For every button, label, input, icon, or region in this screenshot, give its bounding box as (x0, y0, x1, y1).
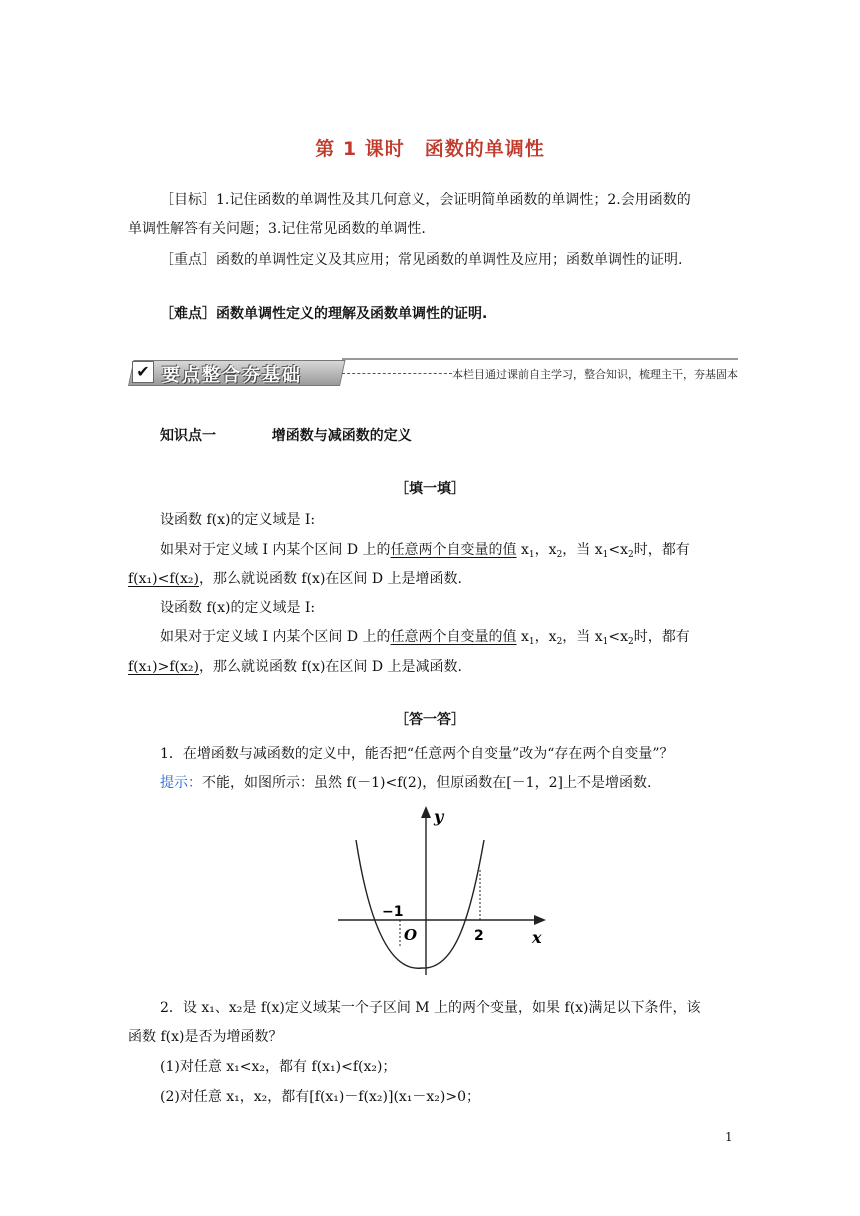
tick-label-neg1: −1 (382, 904, 404, 920)
tick-label-2: 2 (474, 928, 484, 944)
condition-1: (1)对任意 x₁<x₂，都有 f(x₁)<f(x₂)； (160, 1059, 397, 1075)
text-span: ，那么就说函数 f(x)在区间 D 上是增函数. (198, 571, 462, 587)
parabola-curve (356, 840, 484, 968)
subscript: 2 (628, 637, 634, 647)
x-axis-label: x (532, 928, 542, 947)
subscript: 2 (556, 637, 563, 647)
banner-dash (342, 373, 452, 374)
inc-line-3 (128, 569, 748, 589)
text-span: ，x (534, 629, 557, 645)
answer-blank: f(x₁)<f(x₂) (128, 571, 199, 587)
condition-2: (2)对任意 x₁，x₂，都有[f(x₁)－f(x₂)](x₁－x₂)>0； (160, 1089, 481, 1105)
text-span: <x (608, 542, 629, 558)
answer-blank: 任意两个自变量的值 (390, 629, 517, 645)
text-span: 如果对于定义域 I 内某个区间 D 上的 (160, 629, 391, 645)
parabola-graph (330, 800, 560, 980)
banner-note: 本栏目通过课前自主学习，整合知识，梳理主干，夯基固本 (452, 368, 738, 381)
question-1: 1．在增函数与减函数的定义中，能否把“任意两个自变量”改为“存在两个自变量”？ (160, 746, 674, 762)
dec-line-2 (160, 627, 780, 652)
subscript: 1 (528, 550, 535, 560)
y-axis-arrow-icon (421, 806, 431, 818)
answer-blank: 任意两个自变量的值 (390, 542, 517, 558)
page-number: 1 (725, 1130, 733, 1144)
section-banner (128, 358, 738, 388)
question-2-line-1: 2．设 x₁、x₂是 f(x)定义域某一个子区间 M 上的两个变量，如果 f(x)满足以下条件，该 (160, 1000, 701, 1016)
text-span: x (516, 629, 529, 645)
goals-line-1: ［目标］1.记住函数的单调性及其几何意义，会证明简单函数的单调性；2.会用函数的 (160, 192, 691, 208)
dec-line-3 (128, 657, 748, 677)
answer-label: ［答一答］ (395, 712, 465, 728)
x-axis-arrow-icon (534, 915, 546, 925)
key-points: ［重点］函数的单调性定义及其应用；常见函数的单调性及应用；函数单调性的证明. (160, 252, 683, 268)
text-span: 如果对于定义域 I 内某个区间 D 上的 (160, 542, 391, 558)
knowledge-number: 知识点一 (160, 428, 216, 444)
check-icon: ✔ (132, 361, 154, 383)
subscript: 1 (528, 637, 535, 647)
text-span: ，x (534, 542, 557, 558)
hint-text: 不能，如图所示：虽然 f(－1)<f(2)，但原函数在[－1，2]上不是增函数. (202, 775, 652, 791)
subscript: 2 (628, 550, 634, 560)
text-span: 时，都有 (633, 629, 690, 645)
question-2-line-2: 函数 f(x)是否为增函数？ (128, 1029, 283, 1045)
knowledge-topic: 增函数与减函数的定义 (271, 428, 412, 444)
knowledge-heading (160, 426, 780, 446)
origin-label: O (404, 926, 418, 944)
subscript: 2 (556, 550, 563, 560)
text-span: ，那么就说函数 f(x)在区间 D 上是减函数. (198, 659, 462, 675)
lesson-title: 第 1 课时 函数的单调性 (315, 138, 545, 160)
text-span: <x (608, 629, 629, 645)
banner-rule (342, 358, 738, 360)
hint-line (160, 773, 780, 793)
y-axis-label: y (434, 807, 444, 826)
subscript: 1 (602, 550, 609, 560)
text-span: ，当 x (562, 542, 603, 558)
goals-line-2: 单调性解答有关问题；3.记住常见函数的单调性. (128, 221, 426, 237)
text-span: ，当 x (562, 629, 603, 645)
inc-line-2 (160, 540, 780, 565)
banner-label: 要点整合夯基础 (162, 365, 302, 386)
inc-line-1: 设函数 f(x)的定义域是 I: (160, 512, 316, 528)
text-span: 时，都有 (633, 542, 690, 558)
dec-line-1: 设函数 f(x)的定义域是 I: (160, 600, 316, 616)
answer-blank: f(x₁)>f(x₂) (128, 659, 199, 675)
text-span: x (516, 542, 529, 558)
hint-label: 提示： (160, 775, 202, 791)
subscript: 1 (602, 637, 609, 647)
fill-label: ［填一填］ (395, 481, 465, 497)
difficult-points: ［难点］函数单调性定义的理解及函数单调性的证明. (160, 306, 488, 322)
